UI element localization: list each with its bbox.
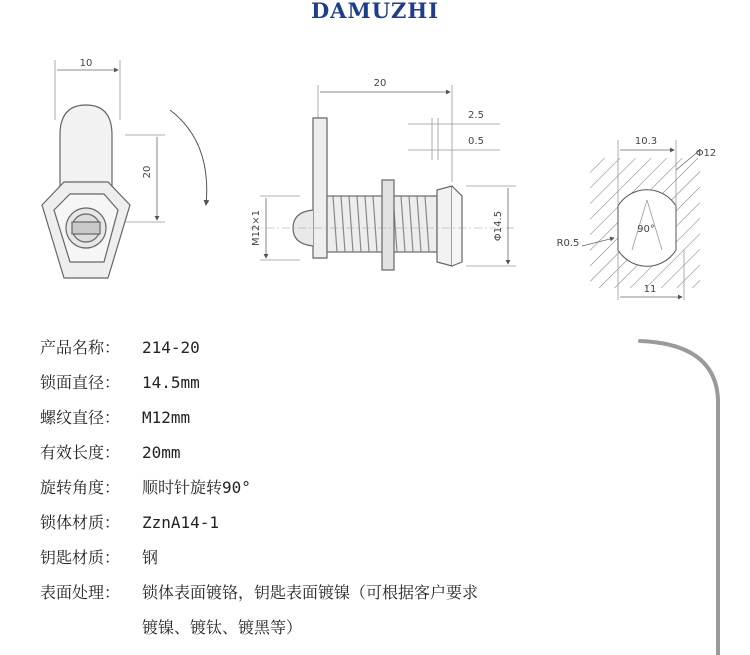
spec-value: 顺时针旋转90° xyxy=(142,478,251,497)
brand-logo: DAMUZHI xyxy=(310,0,440,23)
front-height-label: 20 xyxy=(142,165,153,179)
cutout-bottom-width-label: 11 xyxy=(643,284,657,295)
spec-row xyxy=(40,477,251,499)
spec-label: 产品名称： xyxy=(40,338,121,357)
diameter-label: Φ14.5 xyxy=(493,210,504,242)
spec-label: 有效长度： xyxy=(40,443,121,462)
thread-label: M12×1 xyxy=(251,209,262,247)
spec-value: 钢 xyxy=(142,548,159,567)
spec-row xyxy=(40,582,478,604)
cutout-view xyxy=(582,140,700,300)
cutout-top-width-label: 10.3 xyxy=(634,136,658,147)
spec-value: M12mm xyxy=(142,408,191,427)
technical-drawing xyxy=(0,20,750,320)
front-view xyxy=(42,60,207,278)
spec-row xyxy=(40,372,200,394)
spec-label: 锁体材质： xyxy=(40,513,121,532)
spec-label: 钥匙材质： xyxy=(40,548,121,567)
spec-label: 锁面直径： xyxy=(40,373,121,392)
side-b-label: 0.5 xyxy=(468,136,484,147)
side-a-label: 2.5 xyxy=(468,110,484,121)
spec-label: 表面处理： xyxy=(40,583,121,602)
spec-value: 214-20 xyxy=(142,338,200,357)
front-width-label: 10 xyxy=(79,58,93,69)
spec-row xyxy=(40,547,158,569)
side-length-label: 20 xyxy=(373,78,387,89)
spec-value: 14.5mm xyxy=(142,373,200,392)
spec-row xyxy=(40,337,200,359)
spec-value: 锁体表面镀铬，钥匙表面镀镍（可根据客户要求 xyxy=(142,583,479,602)
spec-row xyxy=(40,512,219,534)
spec-value: ZznA14-1 xyxy=(142,513,220,532)
spec-value: 20mm xyxy=(142,443,181,462)
cutout-angle-label: 90° xyxy=(637,224,655,235)
spec-continuation: 镀镍、镀钛、镀黑等） xyxy=(142,618,303,637)
spec-row xyxy=(40,442,181,464)
cutout-radius-label: R0.5 xyxy=(556,238,580,249)
spec-label: 螺纹直径： xyxy=(40,408,121,427)
spec-row xyxy=(40,407,190,429)
cutout-diameter-label: Φ12 xyxy=(695,148,717,159)
spec-label: 旋转角度： xyxy=(40,478,121,497)
